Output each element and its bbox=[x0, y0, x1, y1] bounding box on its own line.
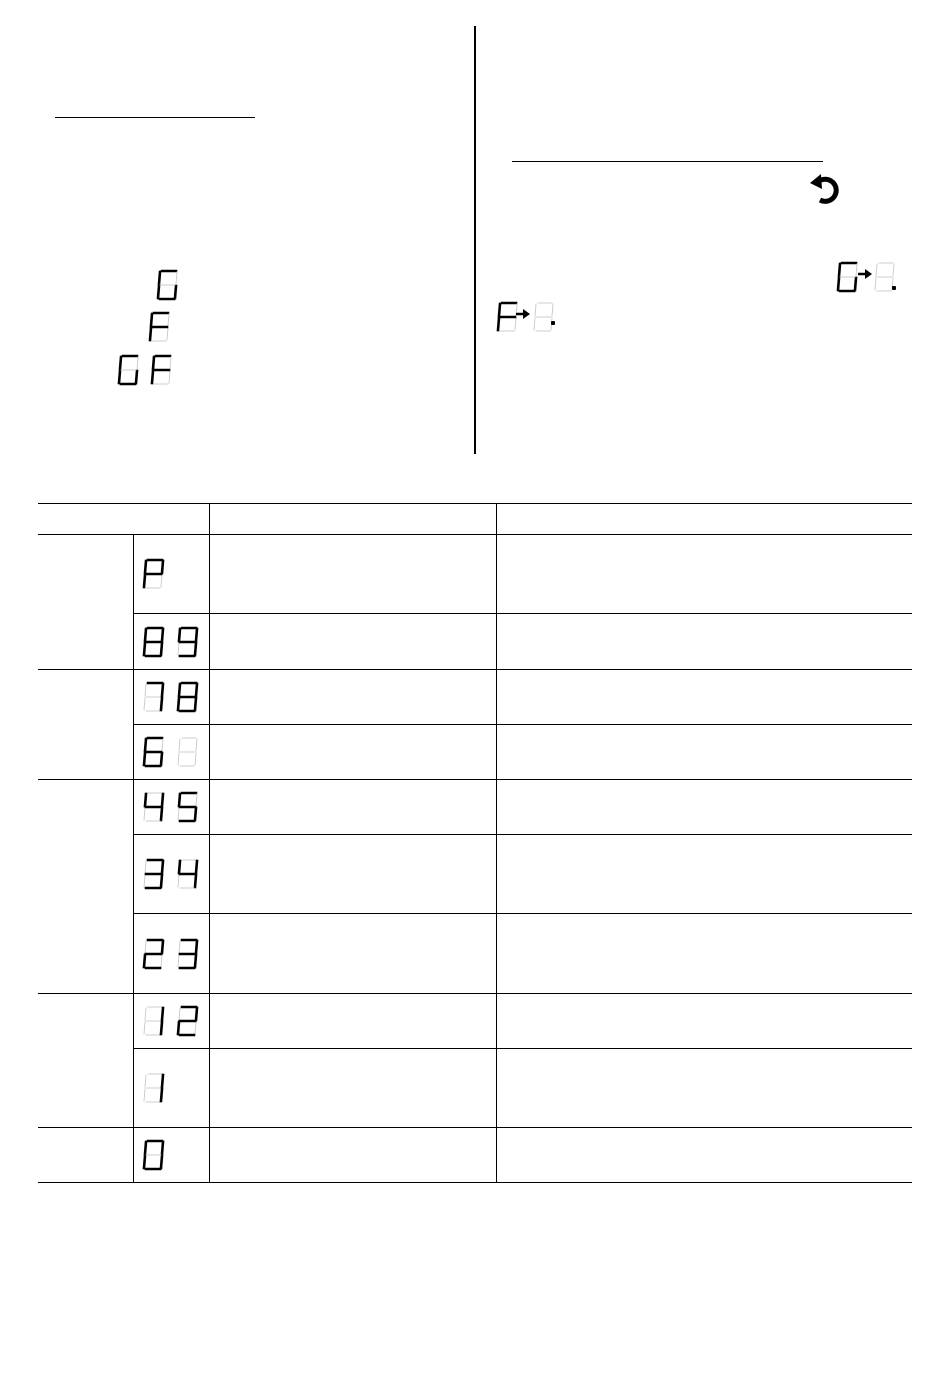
segment-c bbox=[161, 808, 162, 820]
overlapped-digit bbox=[142, 682, 166, 712]
seven-segment-3-glyph bbox=[176, 939, 200, 969]
display-cell bbox=[133, 614, 210, 670]
segment-f bbox=[145, 861, 146, 873]
table-row bbox=[38, 614, 912, 670]
segment-b bbox=[196, 861, 197, 873]
text-cell bbox=[210, 725, 497, 780]
segment-c bbox=[161, 643, 162, 655]
group-cell bbox=[38, 1128, 133, 1183]
segment-e bbox=[178, 643, 179, 655]
group-cell bbox=[38, 535, 133, 670]
segment-f bbox=[145, 684, 146, 696]
segment-c bbox=[161, 753, 162, 765]
segment-c bbox=[195, 753, 196, 765]
segment-f bbox=[179, 1008, 180, 1020]
segment-c bbox=[855, 278, 856, 290]
segment-b bbox=[162, 794, 163, 806]
segment-f bbox=[159, 272, 160, 284]
segment-f bbox=[145, 941, 146, 953]
seven-segment-6-glyph bbox=[142, 737, 166, 767]
segment-b bbox=[162, 1142, 163, 1154]
text-cell bbox=[210, 835, 497, 914]
segment-f bbox=[145, 629, 146, 641]
segment-f bbox=[839, 264, 840, 276]
table-row bbox=[38, 835, 912, 914]
table-row bbox=[38, 780, 912, 835]
segment-f bbox=[179, 794, 180, 806]
seven-segment-g-glyph bbox=[117, 355, 141, 385]
segment-c bbox=[195, 955, 196, 967]
segment-e bbox=[144, 1089, 145, 1101]
segment-f bbox=[145, 739, 146, 751]
seven-segment-digit bbox=[836, 262, 860, 292]
text-cell bbox=[497, 780, 913, 835]
table-header-row bbox=[38, 504, 912, 535]
seven-segment-digit bbox=[156, 270, 180, 300]
segment-e bbox=[498, 318, 499, 330]
segment-e bbox=[158, 286, 159, 298]
seven-segment-8-glyph bbox=[142, 627, 166, 657]
segment-b bbox=[168, 314, 169, 326]
segment-b bbox=[196, 739, 197, 751]
table-row bbox=[38, 1049, 912, 1128]
table-row bbox=[38, 725, 912, 780]
text-cell bbox=[210, 614, 497, 670]
segment-e bbox=[144, 875, 145, 887]
group-cell bbox=[38, 994, 133, 1128]
segment-b bbox=[196, 684, 197, 696]
seven-segment-4-glyph bbox=[176, 859, 200, 889]
segment-c bbox=[195, 1022, 196, 1034]
seven-segment-3-glyph bbox=[142, 859, 166, 889]
right-heading-underline bbox=[512, 161, 823, 162]
table-row bbox=[38, 670, 912, 725]
segment-e bbox=[178, 753, 179, 765]
text-cell bbox=[497, 670, 913, 725]
segment-e bbox=[178, 808, 179, 820]
segment-c bbox=[161, 875, 162, 887]
segment-b bbox=[196, 1008, 197, 1020]
segment-b bbox=[137, 357, 138, 369]
display-code-f bbox=[148, 312, 172, 342]
segment-c bbox=[161, 1156, 162, 1168]
seven-segment-digit bbox=[148, 312, 172, 342]
segment-e bbox=[178, 955, 179, 967]
text-cell bbox=[497, 725, 913, 780]
header-cell bbox=[497, 504, 913, 535]
seven-segment-8-glyph bbox=[176, 682, 200, 712]
seven-segment-blank-glyph bbox=[176, 737, 200, 767]
segment-f bbox=[145, 1075, 146, 1087]
display-code-g bbox=[156, 270, 180, 300]
overlapped-digit bbox=[142, 1006, 166, 1036]
segment-f bbox=[145, 1142, 146, 1154]
display-cell bbox=[133, 670, 210, 725]
segment-b bbox=[552, 304, 553, 316]
seven-segment-1-glyph bbox=[142, 1006, 166, 1036]
text-cell bbox=[497, 835, 913, 914]
seven-segment-4-glyph bbox=[142, 792, 166, 822]
levels-table bbox=[38, 503, 912, 1183]
right-arrow-icon bbox=[858, 269, 872, 279]
segment-b bbox=[856, 264, 857, 276]
segment-f bbox=[153, 357, 154, 369]
segment-f bbox=[535, 304, 536, 316]
segment-e bbox=[178, 698, 179, 710]
decimal-point bbox=[551, 321, 555, 325]
segment-b bbox=[893, 264, 894, 276]
segment-f bbox=[179, 739, 180, 751]
segment-c bbox=[515, 318, 516, 330]
segment-f bbox=[179, 629, 180, 641]
segment-c bbox=[161, 1022, 162, 1034]
seven-segment-0-glyph bbox=[142, 1140, 166, 1170]
segment-e bbox=[178, 1022, 179, 1034]
undo-arrow-icon bbox=[808, 172, 842, 204]
segment-b bbox=[176, 272, 177, 284]
header-cell bbox=[38, 504, 133, 535]
display-cell bbox=[133, 780, 210, 835]
text-cell bbox=[210, 994, 497, 1049]
text-cell bbox=[210, 914, 497, 994]
table-row bbox=[38, 535, 912, 614]
segment-b bbox=[162, 684, 163, 696]
seven-segment-digit bbox=[150, 355, 174, 385]
segment-f bbox=[145, 794, 146, 806]
seven-segment-1-glyph bbox=[142, 1073, 166, 1103]
segment-f bbox=[145, 1008, 146, 1020]
seven-segment-g-glyph bbox=[156, 270, 180, 300]
group-cell bbox=[38, 780, 133, 994]
header-cell bbox=[210, 504, 497, 535]
seven-segment-2-glyph bbox=[176, 1006, 200, 1036]
text-cell bbox=[497, 1128, 913, 1183]
segment-b bbox=[162, 1075, 163, 1087]
segment-c bbox=[161, 955, 162, 967]
segment-f bbox=[876, 264, 877, 276]
display-cell bbox=[133, 535, 210, 614]
seven-segment-f-glyph bbox=[150, 355, 174, 385]
text-cell bbox=[210, 1128, 497, 1183]
display-cell bbox=[133, 1049, 210, 1128]
table-row bbox=[38, 914, 912, 994]
segment-f bbox=[499, 304, 500, 316]
segment-e bbox=[144, 808, 145, 820]
segment-e bbox=[178, 875, 179, 887]
segment-e bbox=[144, 1022, 145, 1034]
header-cell bbox=[133, 504, 210, 535]
table-row bbox=[38, 1128, 912, 1183]
segment-f bbox=[179, 861, 180, 873]
segment-b bbox=[162, 861, 163, 873]
left-heading-underline bbox=[55, 117, 255, 118]
segment-e bbox=[534, 318, 535, 330]
segment-e bbox=[875, 278, 876, 290]
segment-b bbox=[196, 629, 197, 641]
segment-b bbox=[196, 941, 197, 953]
display-cell bbox=[133, 835, 210, 914]
segment-c bbox=[161, 698, 162, 710]
segment-e bbox=[144, 753, 145, 765]
segment-f bbox=[145, 561, 146, 573]
text-cell bbox=[210, 1049, 497, 1128]
seven-segment-blank-glyph bbox=[532, 302, 556, 332]
segment-e bbox=[144, 1156, 145, 1168]
segment-e bbox=[152, 371, 153, 383]
segment-e bbox=[144, 955, 145, 967]
seven-segment-7-glyph bbox=[142, 682, 166, 712]
display-code-g-to-blank bbox=[836, 262, 860, 292]
seven-segment-p-glyph bbox=[142, 559, 166, 589]
segment-b bbox=[162, 561, 163, 573]
seven-segment-digit bbox=[117, 355, 141, 385]
seven-segment-digit bbox=[532, 302, 556, 332]
segment-e bbox=[144, 643, 145, 655]
decimal-point bbox=[892, 286, 896, 290]
segment-b bbox=[196, 794, 197, 806]
segment-e bbox=[144, 575, 145, 587]
display-cell bbox=[133, 994, 210, 1049]
right-arrow-icon bbox=[516, 309, 530, 319]
segment-c bbox=[195, 698, 196, 710]
segment-b bbox=[162, 1008, 163, 1020]
segment-c bbox=[161, 1089, 162, 1101]
segment-c bbox=[169, 371, 170, 383]
segment-b bbox=[162, 629, 163, 641]
overlapped-digit bbox=[142, 1073, 166, 1103]
segment-c bbox=[136, 371, 137, 383]
segment-c bbox=[195, 643, 196, 655]
segment-e bbox=[150, 328, 151, 340]
display-code-gf bbox=[117, 355, 141, 385]
segment-b bbox=[170, 357, 171, 369]
column-divider bbox=[474, 26, 476, 454]
text-cell bbox=[210, 535, 497, 614]
display-code-blank bbox=[532, 302, 556, 332]
text-cell bbox=[497, 614, 913, 670]
segment-f bbox=[179, 941, 180, 953]
segment-c bbox=[167, 328, 168, 340]
seven-segment-g-glyph bbox=[836, 262, 860, 292]
display-cell bbox=[133, 1128, 210, 1183]
segment-e bbox=[144, 698, 145, 710]
text-cell bbox=[497, 1049, 913, 1128]
seven-segment-2-glyph bbox=[142, 939, 166, 969]
display-cell bbox=[133, 914, 210, 994]
display-code-gf-second bbox=[150, 355, 174, 385]
text-cell bbox=[210, 670, 497, 725]
segment-f bbox=[179, 684, 180, 696]
text-cell bbox=[497, 535, 913, 614]
text-cell bbox=[210, 780, 497, 835]
segment-f bbox=[151, 314, 152, 326]
segment-e bbox=[838, 278, 839, 290]
segment-c bbox=[195, 808, 196, 820]
segment-c bbox=[161, 575, 162, 587]
seven-segment-5-glyph bbox=[176, 792, 200, 822]
segment-c bbox=[195, 875, 196, 887]
seven-segment-9-glyph bbox=[176, 627, 200, 657]
segment-b bbox=[162, 739, 163, 751]
group-cell bbox=[38, 670, 133, 780]
text-cell bbox=[497, 914, 913, 994]
segment-c bbox=[175, 286, 176, 298]
segment-f bbox=[120, 357, 121, 369]
segment-b bbox=[162, 941, 163, 953]
segment-e bbox=[119, 371, 120, 383]
table-row bbox=[38, 994, 912, 1049]
seven-segment-f-glyph bbox=[148, 312, 172, 342]
text-cell bbox=[497, 994, 913, 1049]
display-cell bbox=[133, 725, 210, 780]
